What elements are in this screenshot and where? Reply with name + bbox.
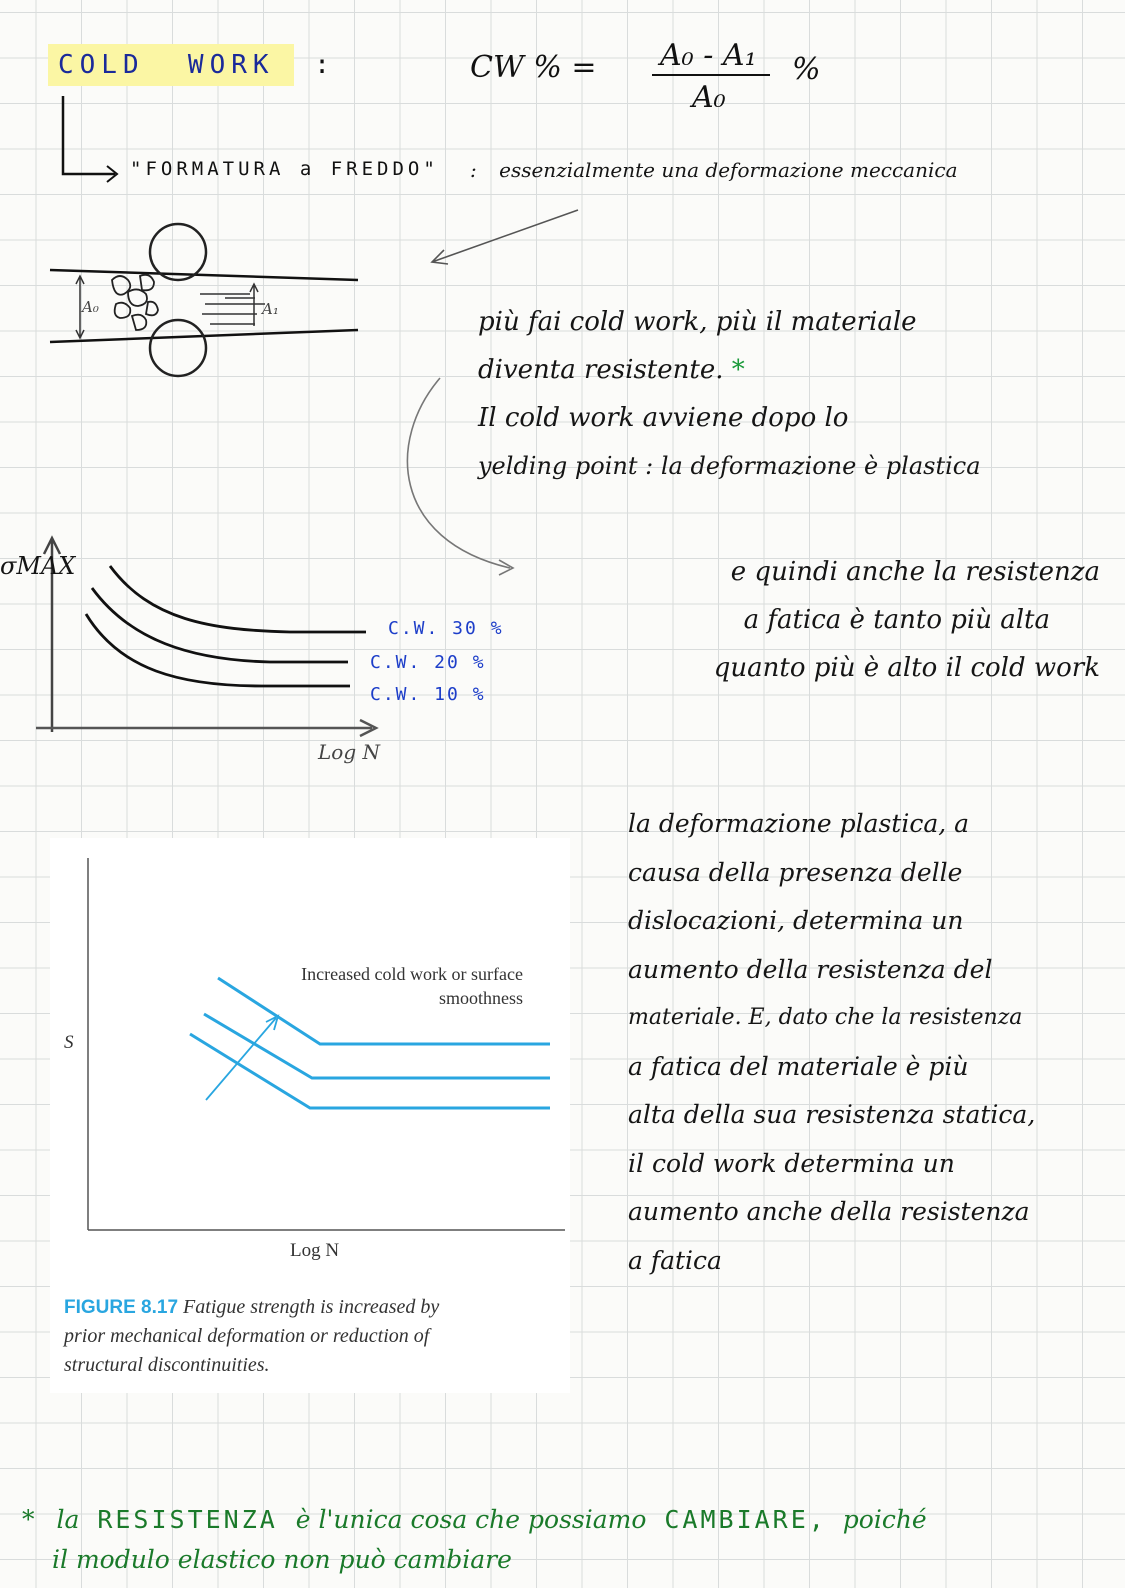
sketch-x-axis bbox=[36, 720, 376, 736]
annotation-line: Increased cold work or surface bbox=[301, 964, 523, 984]
note3-line: la deformazione plastica, a bbox=[628, 809, 970, 838]
sketch-curve-30 bbox=[110, 566, 366, 632]
note2-line: quanto più è alto il cold work bbox=[713, 653, 1100, 683]
caption-label: FIGURE 8.17 bbox=[64, 1297, 179, 1318]
note-plastic-deformation bbox=[628, 800, 1108, 1285]
figure-plot bbox=[50, 838, 570, 1268]
note1-line: Il cold work avviene dopo lo bbox=[478, 403, 849, 433]
title-colon: : bbox=[314, 50, 336, 80]
note1-line: più fai cold work, più il materiale bbox=[478, 307, 917, 337]
note3-line: dislocazioni, determina un bbox=[628, 906, 964, 935]
footnote-star: * bbox=[22, 1505, 35, 1534]
note3-line: a fatica bbox=[628, 1245, 722, 1275]
formula-numerator: A₀ - A₁ bbox=[660, 38, 757, 73]
note-fatigue-resistance bbox=[560, 548, 1100, 692]
note1-line: yelding point : la deformazione è plastica bbox=[478, 452, 981, 480]
footnote-text: è l'unica cosa che possiamo bbox=[295, 1505, 647, 1534]
subtitle-text: "FORMATURA a FREDDO" bbox=[130, 158, 439, 180]
footnote-line bbox=[22, 1500, 1112, 1540]
caption-line bbox=[64, 1293, 564, 1322]
note1-star: * bbox=[731, 355, 745, 385]
note3-line: aumento anche della resistenza bbox=[628, 1197, 1030, 1226]
footnote-text: la bbox=[56, 1505, 80, 1534]
cw-formula bbox=[470, 38, 850, 124]
note3-line: causa della presenza delle bbox=[628, 857, 963, 887]
figure-curve-mid bbox=[204, 1014, 550, 1078]
caption-line: structural discontinuities. bbox=[64, 1354, 270, 1376]
description-text: essenzialmente una deformazione meccanica bbox=[499, 158, 958, 182]
note3-line: aumento della resistenza del bbox=[628, 954, 993, 984]
intro-description bbox=[470, 158, 958, 182]
figure-annotation bbox=[245, 962, 523, 1010]
bracket-arrow-icon bbox=[55, 92, 135, 184]
footnote-text: poiché bbox=[842, 1505, 927, 1534]
page-title bbox=[58, 50, 336, 80]
footnote-line: il modulo elastico non può cambiare bbox=[52, 1545, 512, 1574]
label-a0: A₀ bbox=[82, 298, 99, 316]
figure-y-label: S bbox=[64, 1032, 74, 1053]
subtitle bbox=[130, 158, 439, 180]
caption-text: Fatigue strength is increased by bbox=[183, 1296, 440, 1318]
curve-label-30: C.W. 30 % bbox=[388, 618, 504, 639]
figure-increase-arrow bbox=[206, 1016, 278, 1100]
note1-line bbox=[478, 346, 1098, 394]
note-cold-work-resistance bbox=[478, 298, 1098, 490]
note3-line: alta della sua resistenza statica, bbox=[628, 1100, 1036, 1129]
sketch-x-label: Log N bbox=[318, 740, 380, 764]
sketch-y-label: σMAX bbox=[0, 552, 76, 580]
note3-line: materiale. E, dato che la resistenza bbox=[628, 1005, 1023, 1030]
note3-line: il cold work determina un bbox=[628, 1148, 955, 1178]
note2-line: e quindi anche la resistenza bbox=[730, 557, 1100, 587]
formula-denominator: A₀ bbox=[692, 80, 726, 115]
footnote-emphasis: CAMBIARE, bbox=[664, 1505, 827, 1534]
formula-lhs: CW % = bbox=[470, 50, 597, 85]
figure-caption bbox=[64, 1293, 564, 1380]
footnote-emphasis: RESISTENZA bbox=[97, 1505, 278, 1534]
curve-label-10: C.W. 10 % bbox=[370, 684, 486, 705]
intro-colon: : bbox=[470, 158, 477, 182]
curve-label-20: C.W. 20 % bbox=[370, 652, 486, 673]
caption-line: prior mechanical deformation or reduction of bbox=[64, 1325, 430, 1347]
footnote bbox=[22, 1500, 1112, 1580]
textbook-figure bbox=[50, 838, 570, 1393]
note1-line-text: diventa resistente. bbox=[478, 355, 724, 385]
annotation-line: smoothness bbox=[438, 988, 523, 1008]
fraction-bar bbox=[652, 74, 770, 76]
figure-x-label: Log N bbox=[290, 1240, 340, 1261]
note2-line: a fatica è tanto più alta bbox=[743, 605, 1050, 635]
title-text: COLD WORK bbox=[58, 50, 275, 80]
formula-unit: % bbox=[792, 52, 821, 87]
note3-line: a fatica del materiale è più bbox=[628, 1051, 969, 1081]
label-a1: A₁ bbox=[262, 300, 279, 318]
